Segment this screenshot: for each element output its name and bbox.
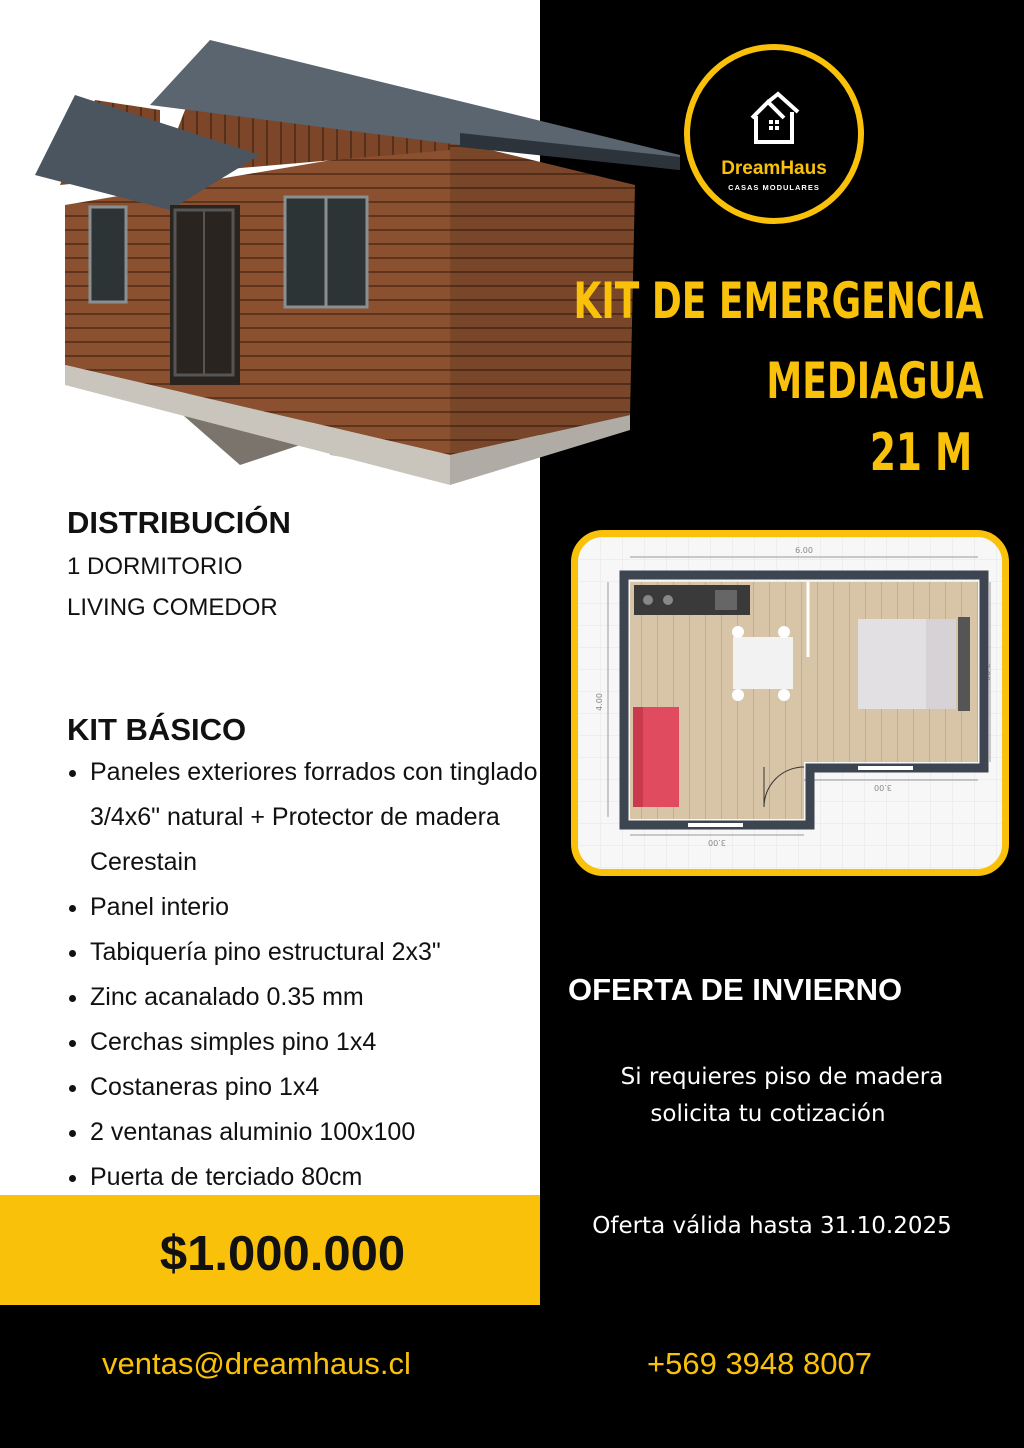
- kit-item: • Puerta de terciado 80cm: [90, 1155, 560, 1200]
- kit-item: • Cerchas simples pino 1x4: [90, 1020, 560, 1065]
- logo-tagline: CASAS MODULARES: [728, 183, 820, 192]
- dim-right: 3.00: [982, 663, 991, 681]
- kit-item: • Zinc acanalado 0.35 mm: [90, 975, 560, 1020]
- dreamhaus-logo: [684, 44, 864, 224]
- kit-item: • Tabiquería pino estructural 2x3": [90, 930, 560, 975]
- kit-list: [60, 750, 560, 1200]
- title-line-3: 21 M: [869, 423, 972, 483]
- price: $1.000.000: [159, 1227, 406, 1281]
- title-line-1: KIT DE EMERGENCIA: [573, 272, 984, 330]
- email-link[interactable]: ventas@dreamhaus.cl: [102, 1346, 411, 1381]
- kit-item: • 2 ventanas aluminio 100x100: [90, 1110, 560, 1155]
- distribucion-item-1: 1 DORMITORIO: [67, 553, 243, 580]
- distribucion-item-2: LIVING COMEDOR: [67, 594, 278, 621]
- kit-item: • Costaneras pino 1x4: [90, 1065, 560, 1110]
- kit-item: • Panel interio: [90, 885, 560, 930]
- distribucion-title: DISTRIBUCIÓN: [67, 505, 291, 540]
- floor-plan: [578, 537, 1002, 869]
- phone-link[interactable]: +569 3948 8007: [647, 1346, 872, 1381]
- offer-validity: Oferta válida hasta 31.10.2025: [592, 1213, 952, 1239]
- title-line-2: MEDIAGUA: [766, 352, 984, 410]
- offer-title: OFERTA DE INVIERNO: [568, 972, 903, 1007]
- offer-text-2: solicita tu cotización: [650, 1101, 886, 1127]
- floor-plan-frame: [571, 530, 1009, 876]
- offer-text-1: Si requieres piso de madera: [620, 1064, 944, 1090]
- dim-left: 4.00: [595, 693, 604, 711]
- dim-bottom-right: 3.00: [874, 783, 892, 792]
- kit-item: • Paneles exteriores forrados con tinglado 3/4x6" natural + Protector de madera Cerestain: [90, 750, 560, 885]
- logo-name: DreamHaus: [721, 158, 827, 179]
- dim-top: 6.00: [795, 546, 813, 555]
- dim-bottom-left: 3.00: [708, 838, 726, 847]
- kit-title: KIT BÁSICO: [67, 712, 247, 747]
- house-photo: [30, 35, 690, 495]
- house-icon: [746, 90, 802, 146]
